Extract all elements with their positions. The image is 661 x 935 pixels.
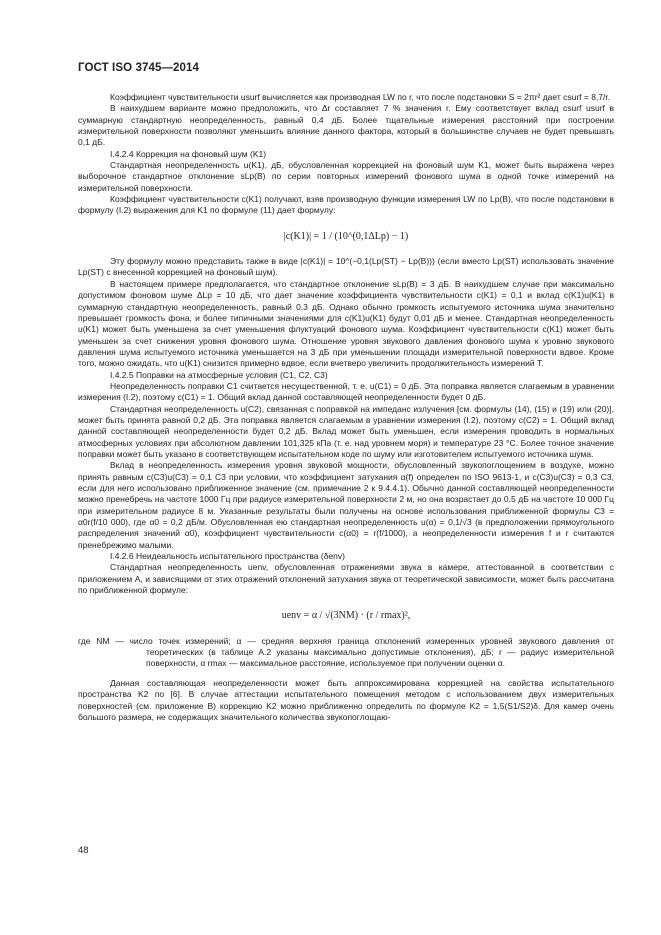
formula-sensitivity: |c(K1)| = 1 / (10^(0,1ΔLp) − 1) [283, 230, 409, 242]
paragraph: В настоящем примере предполагается, что стандартное отклонение sLp(B) = 3 дБ. В наихудшем случае при максимально допустимом фоновом шуме ΔLp = 10 дБ, что дает значение коэффициента чувствительности c(K1) = 0,1 и вклад c(K1)u(K1) в суммарную стандартную неопределенность, равный 0,3 дБ. Однако обычно громкость испытуемого источника шума значительно превышает громкость фона, и более типичными значениями для c(K1)u(K1) будут 0,01 дБ и менее. Стандартная неопределенность u(K1) может быть уменьшена за счет уменьшения флуктуаций фонового шума. Коэффициент чувствительности c(K1) может быть уменьшен за счет снижения уровня фонового шума. Отношение уровня звукового давления фонового шума к уровню звукового давления шума испытуемого источника уменьшается на 3 дБ при уменьшении площади измерительной поверхности вдвое. Кроме того, можно ожидать, что u(K1) снизится примерно вдвое, если вчетверо увеличить продолжительность измерений T. [78, 278, 614, 369]
page-number: 48 [78, 845, 89, 856]
paragraph: Стандартная неопределенность u(C2), связанная с поправкой на импеданс излучения [см. формулы (14), (15) и (19) или (20)], может быть принята равной 0,2 дБ. Эта поправка является слагаемым в уравнении измерения (I.2), поэтому c(C2) = 1. Общий вклад данной составляющей неопределенности будет 0,2 дБ. Вклад может быть уменьшен, если измерения проводить в нормальных атмосферных условиях при абсолютном давлении 101,325 кПа (т. е. над уровнем моря) и температуре 23 °C. Более точное значение поправки может быть указано в соответствующем испытательном коде по шуму или изготовителем испытуемого источника шума. [78, 403, 614, 459]
paragraph: Вклад в неопределенность измерения уровня звуковой мощности, обусловленный звукопоглощением в воздухе, можно принять равным c(C3)u(C3) = 0,1 C3 при условии, что коэффициент затухания α(f) определен по ISO 9613-1, и c(C3)u(C3) = 0,3 C3, если для него использовано приближенное значение (см. примечание 2 к 9.4.4.1). Обычно данной составляющей неопределенности можно пренебречь на частоте 1000 Гц при радиусе измерительной поверхности 2 м, но она возрастает до 0,5 дБ на частоте 10 000 Гц при измерительном радиусе 8 м. Указанные результаты были получены на основе использования приближенной формулы C3 = α0r(f/10 000), где α0 = 0,2 дБ/м. Обусловленная ею стандартная неопределенность u(α) = 0,1/√3 (в предположении прямоугольного распределения значений α0), коэффициент чувствительности c(α0) = r(f/1000), а неопределенности измерения f и r считаются пренебрежимо малыми. [78, 460, 614, 550]
paragraph: Стандартная неопределенность uenv, обусловленная отражениями звука в камере, аттестованной в соответствии с приложением А, и зависящими от этих отражений отклонений затухания звука от теоретической зависимости, может быть рассчитана по приближенной формуле: [78, 562, 614, 596]
section-heading: I.4.2.5 Поправки на атмосферные условия (C1, C2, C3) [110, 369, 328, 380]
paragraph: Эту формулу можно представить также в виде |c(K1)| = 10^(−0,1(Lp(ST) − Lp(B))) (если вместо Lp(ST) использовать значение Lp(ST) с внесенной коррекцией на фоновый шум). [78, 256, 614, 278]
paragraph: В наихудшем варианте можно предположить, что Δr составляет 7 % значения r. Ему соответствует вклад csurf usurf в суммарную стандартную неопределенность, равный 0,4 дБ. Более тщательные измерения расстояний при построении измерительной поверхности позволяют уменьшить влияние данного фактора, который в большинстве случаев не будет превышать 0,1 дБ. [78, 103, 614, 148]
section-heading: I.4.2.4 Коррекция на фоновый шум (K1) [110, 148, 267, 159]
where-clause: где NM — число точек измерений; α — средняя верхняя граница отклонений измеренных уровней звукового давления от теоретических (в таблице А.2 указаны максимально допустимые отклонения), дБ; r — радиус измерительной поверхности, α rmax — максимальное расстояние, используемое при получении оценки α. [78, 635, 614, 669]
paragraph: Стандартная неопределенность u(K1), дБ, обусловленная коррекцией на фоновый шум K1, может быть выражена через выборочное стандартное отклонение sLp(B) по серии повторных измерений фонового шума в одной точке измерений на измерительной поверхности. [78, 160, 614, 193]
document-body [78, 92, 614, 723]
paragraph: Коэффициент чувствительности c(K1) получают, взяв производную функции измерения LW по Lp(B), что после подстановки в формулу (I.2) выражения для K1 по формуле (11) дает формулу: [78, 194, 614, 216]
paragraph: Данная составляющая неопределенности может быть аппроксимирована коррекцией на свойства испытательного пространства K2 по [6]. В случае аттестации испытательного помещения методом с использованием двух измерительных поверхностей (см. приложение В) коррекцию K2 можно приближенно определить по формуле K2 = 1,5(S1/S2)δ. Для камер очень большого размера, не содержащих значительного количества звукопоглощаю- [78, 677, 614, 722]
formula-env-uncertainty: uenv = α / √(3NM) · (r / rmax)², [281, 610, 411, 622]
document-header: ГОСТ ISO 3745—2014 [78, 62, 200, 74]
section-heading: I.4.2.6 Неидеальность испытательного пространства (δenv) [110, 551, 345, 562]
paragraph: Неопределенность поправки C1 считается несущественной, т. е. u(C1) = 0 дБ. Эта поправка является слагаемым в уравнении измерения (I.2), поэтому c(C1) = 1. Общий вклад данной составляющей неопределенности будет 0 дБ. [78, 380, 614, 403]
paragraph: Коэффициент чувствительности usurf вычисляется как производная LW по r, что после подстановки S = 2πr² дает csurf = 8,7/r. [110, 92, 611, 102]
